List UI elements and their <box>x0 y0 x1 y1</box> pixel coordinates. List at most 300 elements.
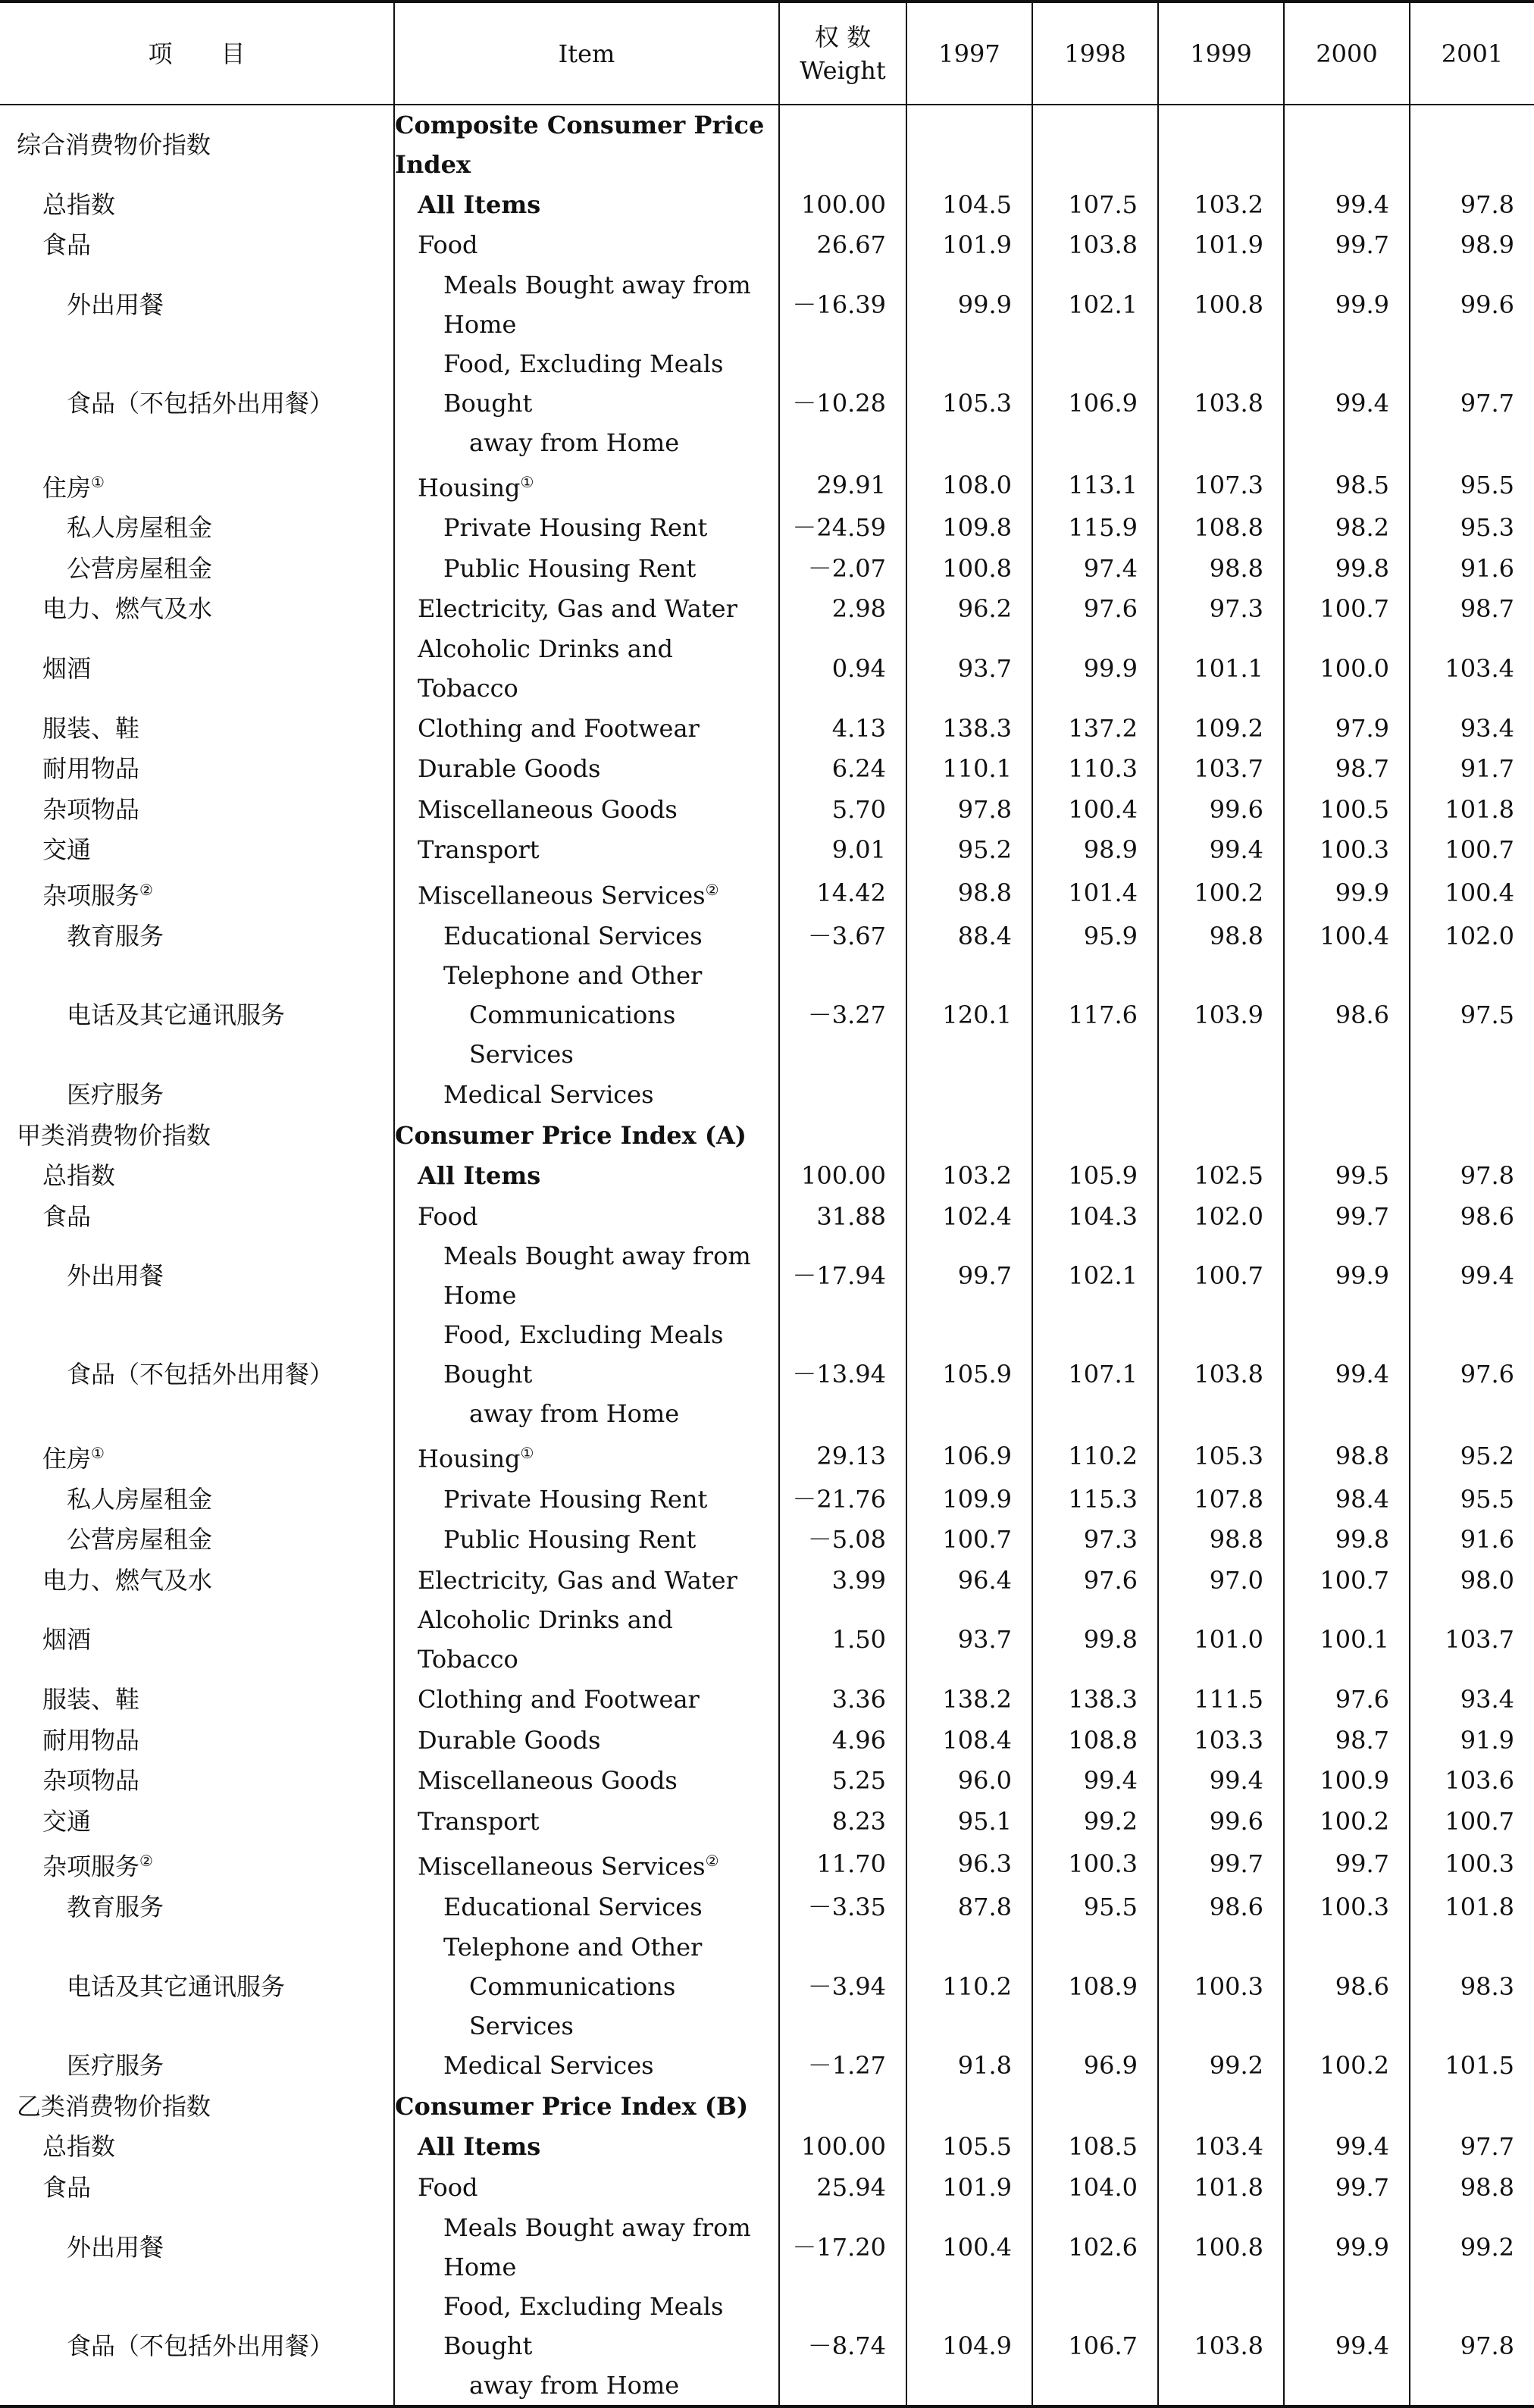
value-cell: 102.6 <box>1032 2208 1158 2287</box>
value-cell: 109.9 <box>906 1479 1032 1520</box>
item-en-label: All Items <box>418 1161 541 1191</box>
item-en-cell <box>394 1720 779 1761</box>
item-en-label: Electricity, Gas and Water <box>418 594 737 624</box>
weight-cell: 5.70 <box>779 789 906 830</box>
section-row <box>0 2086 1534 2127</box>
value-cell: 108.8 <box>1032 1720 1158 1761</box>
value-cell: 93.4 <box>1410 1679 1534 1720</box>
value-cell: 99.9 <box>1284 2208 1410 2287</box>
value-cell: 138.3 <box>906 708 1032 749</box>
footnote-marker: ② <box>705 1852 719 1871</box>
item-cn-label: 外出用餐 <box>67 2232 164 2262</box>
item-cn-label: 杂项物品 <box>42 1766 140 1796</box>
item-en-label: Meals Bought away from Home <box>443 2212 751 2281</box>
value-cell: 99.4 <box>1284 2287 1410 2406</box>
value-cell: 99.8 <box>1284 1519 1410 1560</box>
value-cell: 102.5 <box>1158 1155 1284 1196</box>
footnote-marker: ① <box>91 1444 105 1463</box>
item-en-cell <box>394 1927 779 2046</box>
item-en-cell <box>394 1479 779 1520</box>
value-cell: 100.7 <box>1284 1560 1410 1601</box>
item-en-label: Miscellaneous Services <box>418 881 706 910</box>
weight-cell: －3.27 <box>779 956 906 1074</box>
weight-cell: 29.13 <box>779 1433 906 1479</box>
item-en-cell <box>394 1315 779 1433</box>
item-cn-cell <box>0 1760 394 1801</box>
value-cell: 100.7 <box>906 1519 1032 1560</box>
value-cell: 108.9 <box>1032 1927 1158 2046</box>
value-cell <box>1158 1115 1284 1156</box>
value-cell: 104.3 <box>1032 1196 1158 1237</box>
item-en-cell <box>394 1236 779 1315</box>
value-cell: 97.9 <box>1284 708 1410 749</box>
value-cell <box>1410 105 1534 184</box>
weight-cell <box>779 1074 906 1115</box>
header-year: 1998 <box>1032 2 1158 105</box>
item-cn-cell <box>0 344 394 462</box>
value-cell: 101.1 <box>1158 629 1284 708</box>
table-row <box>0 225 1534 266</box>
value-cell: 100.0 <box>1284 629 1410 708</box>
item-cn-label: 外出用餐 <box>67 290 164 319</box>
value-cell: 101.8 <box>1410 1887 1534 1927</box>
value-cell <box>1284 1115 1410 1156</box>
value-cell: 103.8 <box>1032 225 1158 266</box>
value-cell: 100.2 <box>1284 1801 1410 1842</box>
item-en-label: Medical Services <box>443 2051 654 2081</box>
item-en-cell <box>394 2208 779 2287</box>
value-cell: 99.4 <box>1284 2127 1410 2168</box>
value-cell: 102.0 <box>1410 916 1534 957</box>
item-en-cell <box>394 956 779 1074</box>
value-cell: 95.5 <box>1410 462 1534 508</box>
item-en-cell <box>394 344 779 462</box>
value-cell <box>1284 2086 1410 2127</box>
value-cell: 98.8 <box>1158 916 1284 957</box>
item-cn-cell <box>0 1519 394 1560</box>
value-cell: 91.7 <box>1410 749 1534 790</box>
value-cell: 99.9 <box>1032 629 1158 708</box>
weight-cell: －1.27 <box>779 2046 906 2087</box>
value-cell: 101.9 <box>906 2167 1032 2208</box>
item-en-cell <box>394 1560 779 1601</box>
value-cell: 103.8 <box>1158 344 1284 462</box>
value-cell: 99.4 <box>1158 1760 1284 1801</box>
value-cell: 93.4 <box>1410 708 1534 749</box>
value-cell: 104.9 <box>906 2287 1032 2406</box>
table-row <box>0 1927 1534 2046</box>
item-en-label: Food, Excluding Meals Bought <box>443 349 724 418</box>
weight-cell: 3.99 <box>779 1560 906 1601</box>
value-cell: 106.9 <box>906 1433 1032 1479</box>
value-cell: 95.2 <box>1410 1433 1534 1479</box>
value-cell: 99.4 <box>1284 344 1410 462</box>
value-cell <box>906 105 1032 184</box>
value-cell <box>1410 2086 1534 2127</box>
item-cn-cell <box>0 1720 394 1761</box>
weight-cell: 100.00 <box>779 184 906 225</box>
item-en-cell <box>394 1433 779 1479</box>
item-en-label-continued: Communications Services <box>469 1000 676 1069</box>
value-cell: 98.6 <box>1158 1887 1284 1927</box>
item-en-label: Durable Goods <box>418 754 601 784</box>
value-cell: 95.5 <box>1410 1479 1534 1520</box>
value-cell: 110.3 <box>1032 749 1158 790</box>
value-cell: 98.8 <box>1284 1433 1410 1479</box>
item-cn-label: 食品 <box>42 1201 92 1231</box>
value-cell: 105.3 <box>1158 1433 1284 1479</box>
value-cell: 105.3 <box>906 344 1032 462</box>
item-cn-label: 教育服务 <box>67 1892 164 1921</box>
table-row <box>0 1760 1534 1801</box>
value-cell: 103.3 <box>1158 1720 1284 1761</box>
item-en-label: Meals Bought away from Home <box>443 271 751 339</box>
item-cn-cell <box>0 1600 394 1679</box>
table-body <box>0 105 1534 2406</box>
table-row <box>0 870 1534 916</box>
value-cell: 99.4 <box>1410 1236 1534 1315</box>
item-en-cell <box>394 830 779 871</box>
item-en-label: Miscellaneous Goods <box>418 1766 678 1796</box>
value-cell: 95.3 <box>1410 508 1534 549</box>
value-cell: 100.8 <box>906 548 1032 589</box>
value-cell: 99.9 <box>1284 870 1410 916</box>
item-en-cell <box>394 708 779 749</box>
value-cell: 98.6 <box>1410 1196 1534 1237</box>
item-cn-cell <box>0 1236 394 1315</box>
header-item-en: Item <box>394 2 779 105</box>
item-cn-label: 公营房屋租金 <box>67 553 213 583</box>
item-cn-cell <box>0 789 394 830</box>
table-header-row <box>0 2 1534 105</box>
value-cell: 102.0 <box>1158 1196 1284 1237</box>
footnote-marker: ① <box>520 473 534 491</box>
value-cell: 96.0 <box>906 1760 1032 1801</box>
item-en-cell <box>394 1679 779 1720</box>
value-cell: 96.9 <box>1032 2046 1158 2087</box>
header-weight-en: Weight <box>800 55 886 85</box>
item-cn-label: 乙类消费物价指数 <box>17 2091 211 2121</box>
weight-cell: 26.67 <box>779 225 906 266</box>
value-cell: 113.1 <box>1032 462 1158 508</box>
footnote-marker: ② <box>139 881 153 900</box>
value-cell: 110.1 <box>906 749 1032 790</box>
table-row <box>0 1600 1534 1679</box>
item-cn-cell <box>0 1074 394 1115</box>
item-en-cell <box>394 1155 779 1196</box>
value-cell: 100.4 <box>906 2208 1032 2287</box>
value-cell: 110.2 <box>1032 1433 1158 1479</box>
value-cell: 91.8 <box>906 2046 1032 2087</box>
item-cn-label: 食品（不包括外出用餐） <box>67 389 334 418</box>
value-cell <box>906 2086 1032 2127</box>
item-cn-label: 食品（不包括外出用餐） <box>67 1360 334 1389</box>
item-en-label: Housing <box>418 473 521 503</box>
value-cell: 98.0 <box>1410 1560 1534 1601</box>
value-cell: 99.4 <box>1158 830 1284 871</box>
value-cell: 97.7 <box>1410 2127 1534 2168</box>
weight-cell: 29.91 <box>779 462 906 508</box>
value-cell: 103.2 <box>906 1155 1032 1196</box>
value-cell: 99.9 <box>906 265 1032 344</box>
value-cell: 103.2 <box>1158 184 1284 225</box>
footnote-marker: ① <box>91 473 105 491</box>
value-cell: 103.9 <box>1158 956 1284 1074</box>
value-cell: 106.7 <box>1032 2287 1158 2406</box>
item-cn-cell <box>0 1155 394 1196</box>
item-en-cell <box>394 2046 779 2087</box>
item-en-cell <box>394 1841 779 1887</box>
value-cell: 98.6 <box>1284 1927 1410 2046</box>
value-cell: 98.8 <box>1158 1519 1284 1560</box>
table-row <box>0 956 1534 1074</box>
value-cell: 117.6 <box>1032 956 1158 1074</box>
weight-cell: 11.70 <box>779 1841 906 1887</box>
value-cell: 99.6 <box>1158 1801 1284 1842</box>
weight-cell: －5.08 <box>779 1519 906 1560</box>
value-cell: 97.6 <box>1284 1679 1410 1720</box>
value-cell: 103.7 <box>1410 1600 1534 1679</box>
weight-cell: －21.76 <box>779 1479 906 1520</box>
table-row <box>0 749 1534 790</box>
weight-cell: －3.35 <box>779 1887 906 1927</box>
value-cell <box>906 1074 1032 1115</box>
value-cell: 108.5 <box>1032 2127 1158 2168</box>
item-cn-cell <box>0 1679 394 1720</box>
value-cell: 99.2 <box>1032 1801 1158 1842</box>
table-row <box>0 1720 1534 1761</box>
value-cell: 96.4 <box>906 1560 1032 1601</box>
item-en-label: Telephone and Other <box>443 1932 703 1962</box>
table-row <box>0 1801 1534 1842</box>
weight-cell: 5.25 <box>779 1760 906 1801</box>
value-cell: 100.1 <box>1284 1600 1410 1679</box>
item-cn-label: 交通 <box>42 1806 92 1836</box>
weight-cell: －17.20 <box>779 2208 906 2287</box>
header-item-cn: 项 目 <box>0 2 394 105</box>
value-cell: 138.3 <box>1032 1679 1158 1720</box>
value-cell: 98.7 <box>1284 1720 1410 1761</box>
item-en-label: Food <box>418 1201 478 1231</box>
value-cell: 102.4 <box>906 1196 1032 1237</box>
item-cn-label: 公营房屋租金 <box>67 1525 213 1555</box>
value-cell: 99.8 <box>1032 1600 1158 1679</box>
value-cell: 100.3 <box>1284 1887 1410 1927</box>
value-cell: 97.8 <box>1410 184 1534 225</box>
table-row <box>0 2127 1534 2168</box>
item-en-label: Transport <box>418 1806 540 1836</box>
table-row <box>0 708 1534 749</box>
value-cell: 99.7 <box>1284 225 1410 266</box>
value-cell: 91.6 <box>1410 548 1534 589</box>
item-en-cell <box>394 2127 779 2168</box>
weight-cell <box>779 2086 906 2127</box>
item-cn-cell <box>0 749 394 790</box>
value-cell: 108.0 <box>906 462 1032 508</box>
value-cell: 101.0 <box>1158 1600 1284 1679</box>
value-cell: 102.1 <box>1032 1236 1158 1315</box>
value-cell: 99.9 <box>1284 265 1410 344</box>
value-cell: 95.2 <box>906 830 1032 871</box>
value-cell <box>1032 1074 1158 1115</box>
value-cell: 115.3 <box>1032 1479 1158 1520</box>
item-cn-cell <box>0 1560 394 1601</box>
header-weight <box>779 2 906 105</box>
value-cell: 105.9 <box>906 1315 1032 1433</box>
value-cell <box>1158 1074 1284 1115</box>
value-cell: 98.6 <box>1284 956 1410 1074</box>
value-cell: 100.7 <box>1410 1801 1534 1842</box>
item-en-label: Durable Goods <box>418 1725 601 1755</box>
item-en-cell <box>394 870 779 916</box>
item-cn-label: 外出用餐 <box>67 1261 164 1291</box>
item-cn-label: 私人房屋租金 <box>67 1484 213 1514</box>
value-cell: 99.7 <box>1284 1196 1410 1237</box>
item-cn-label: 耐用物品 <box>42 1725 140 1755</box>
table-row <box>0 1679 1534 1720</box>
value-cell: 120.1 <box>906 956 1032 1074</box>
value-cell: 103.7 <box>1158 749 1284 790</box>
item-en-label: Composite Consumer Price Index <box>395 111 765 179</box>
item-en-cell <box>394 1074 779 1115</box>
table-row <box>0 184 1534 225</box>
weight-cell: －2.07 <box>779 548 906 589</box>
value-cell: 98.4 <box>1284 1479 1410 1520</box>
value-cell: 100.4 <box>1032 789 1158 830</box>
value-cell: 104.5 <box>906 184 1032 225</box>
table-row <box>0 1196 1534 1237</box>
weight-cell: 9.01 <box>779 830 906 871</box>
value-cell: 138.2 <box>906 1679 1032 1720</box>
item-cn-cell <box>0 265 394 344</box>
weight-cell: －17.94 <box>779 1236 906 1315</box>
value-cell <box>906 1115 1032 1156</box>
value-cell: 100.8 <box>1158 265 1284 344</box>
value-cell: 104.0 <box>1032 2167 1158 2208</box>
value-cell: 115.9 <box>1032 508 1158 549</box>
item-en-label: Telephone and Other <box>443 961 703 991</box>
value-cell: 105.5 <box>906 2127 1032 2168</box>
value-cell: 98.9 <box>1410 225 1534 266</box>
value-cell: 97.6 <box>1032 1560 1158 1601</box>
value-cell: 100.7 <box>1410 830 1534 871</box>
item-en-label: Miscellaneous Services <box>418 1852 706 1882</box>
value-cell: 97.3 <box>1032 1519 1158 1560</box>
table-row <box>0 1887 1534 1927</box>
item-en-cell <box>394 589 779 630</box>
item-en-label: Food, Excluding Meals Bought <box>443 1320 724 1389</box>
item-cn-cell <box>0 1115 394 1156</box>
item-cn-cell <box>0 708 394 749</box>
value-cell: 107.5 <box>1032 184 1158 225</box>
table-row <box>0 344 1534 462</box>
value-cell: 100.3 <box>1410 1841 1534 1887</box>
value-cell: 99.4 <box>1032 1760 1158 1801</box>
value-cell: 97.8 <box>906 789 1032 830</box>
value-cell: 103.4 <box>1158 2127 1284 2168</box>
weight-cell: 14.42 <box>779 870 906 916</box>
item-cn-cell <box>0 462 394 508</box>
value-cell: 88.4 <box>906 916 1032 957</box>
value-cell: 98.7 <box>1284 749 1410 790</box>
value-cell: 101.4 <box>1032 870 1158 916</box>
item-cn-cell <box>0 1196 394 1237</box>
value-cell: 98.8 <box>1158 548 1284 589</box>
weight-cell: 3.36 <box>779 1679 906 1720</box>
item-cn-label: 烟酒 <box>42 654 92 684</box>
value-cell: 109.2 <box>1158 708 1284 749</box>
value-cell <box>1032 105 1158 184</box>
table-row <box>0 265 1534 344</box>
item-en-cell <box>394 508 779 549</box>
table-row <box>0 1433 1534 1479</box>
value-cell: 110.2 <box>906 1927 1032 2046</box>
item-en-label: Educational Services <box>443 921 703 950</box>
item-en-label: Public Housing Rent <box>443 553 697 583</box>
item-en-label: Meals Bought away from Home <box>443 1242 751 1310</box>
value-cell <box>1032 2086 1158 2127</box>
item-cn-label: 电力、燃气及水 <box>42 1565 213 1595</box>
item-en-label: Clothing and Footwear <box>418 1685 700 1714</box>
value-cell <box>1284 105 1410 184</box>
table-row <box>0 589 1534 630</box>
item-cn-cell <box>0 1841 394 1887</box>
value-cell: 111.5 <box>1158 1679 1284 1720</box>
item-cn-cell <box>0 2287 394 2406</box>
item-cn-label: 电力、燃气及水 <box>42 594 213 624</box>
item-en-label: Clothing and Footwear <box>418 713 700 743</box>
table-row <box>0 548 1534 589</box>
value-cell: 100.9 <box>1284 1760 1410 1801</box>
value-cell: 100.7 <box>1284 589 1410 630</box>
value-cell: 98.8 <box>1410 2167 1534 2208</box>
item-en-label: Food <box>418 2172 478 2202</box>
item-en-label: Food, Excluding Meals Bought <box>443 2291 724 2360</box>
value-cell: 108.8 <box>1158 508 1284 549</box>
weight-cell: －3.67 <box>779 916 906 957</box>
value-cell: 100.8 <box>1158 2208 1284 2287</box>
item-en-label: Electricity, Gas and Water <box>418 1565 737 1595</box>
value-cell: 98.9 <box>1032 830 1158 871</box>
item-en-label: Public Housing Rent <box>443 1525 697 1555</box>
item-en-cell <box>394 1760 779 1801</box>
weight-cell: 4.96 <box>779 1720 906 1761</box>
value-cell: 100.5 <box>1284 789 1410 830</box>
value-cell: 97.6 <box>1410 1315 1534 1433</box>
footnote-marker: ② <box>139 1852 153 1871</box>
item-cn-cell <box>0 2046 394 2087</box>
value-cell: 100.2 <box>1158 870 1284 916</box>
section-row <box>0 1115 1534 1156</box>
table-row <box>0 789 1534 830</box>
item-cn-label: 综合消费物价指数 <box>17 130 211 159</box>
item-cn-label: 电话及其它通讯服务 <box>67 1971 286 2001</box>
item-cn-label: 医疗服务 <box>67 1080 164 1110</box>
weight-cell: 0.94 <box>779 629 906 708</box>
value-cell: 91.9 <box>1410 1720 1534 1761</box>
item-en-cell <box>394 629 779 708</box>
weight-cell: 1.50 <box>779 1600 906 1679</box>
item-en-cell <box>394 1600 779 1679</box>
item-en-cell <box>394 1801 779 1842</box>
item-cn-label: 私人房屋租金 <box>67 513 213 543</box>
table-row <box>0 2287 1534 2406</box>
table-row <box>0 2208 1534 2287</box>
item-cn-cell <box>0 1887 394 1927</box>
value-cell: 100.4 <box>1284 916 1410 957</box>
value-cell: 97.7 <box>1410 344 1534 462</box>
value-cell: 107.3 <box>1158 462 1284 508</box>
